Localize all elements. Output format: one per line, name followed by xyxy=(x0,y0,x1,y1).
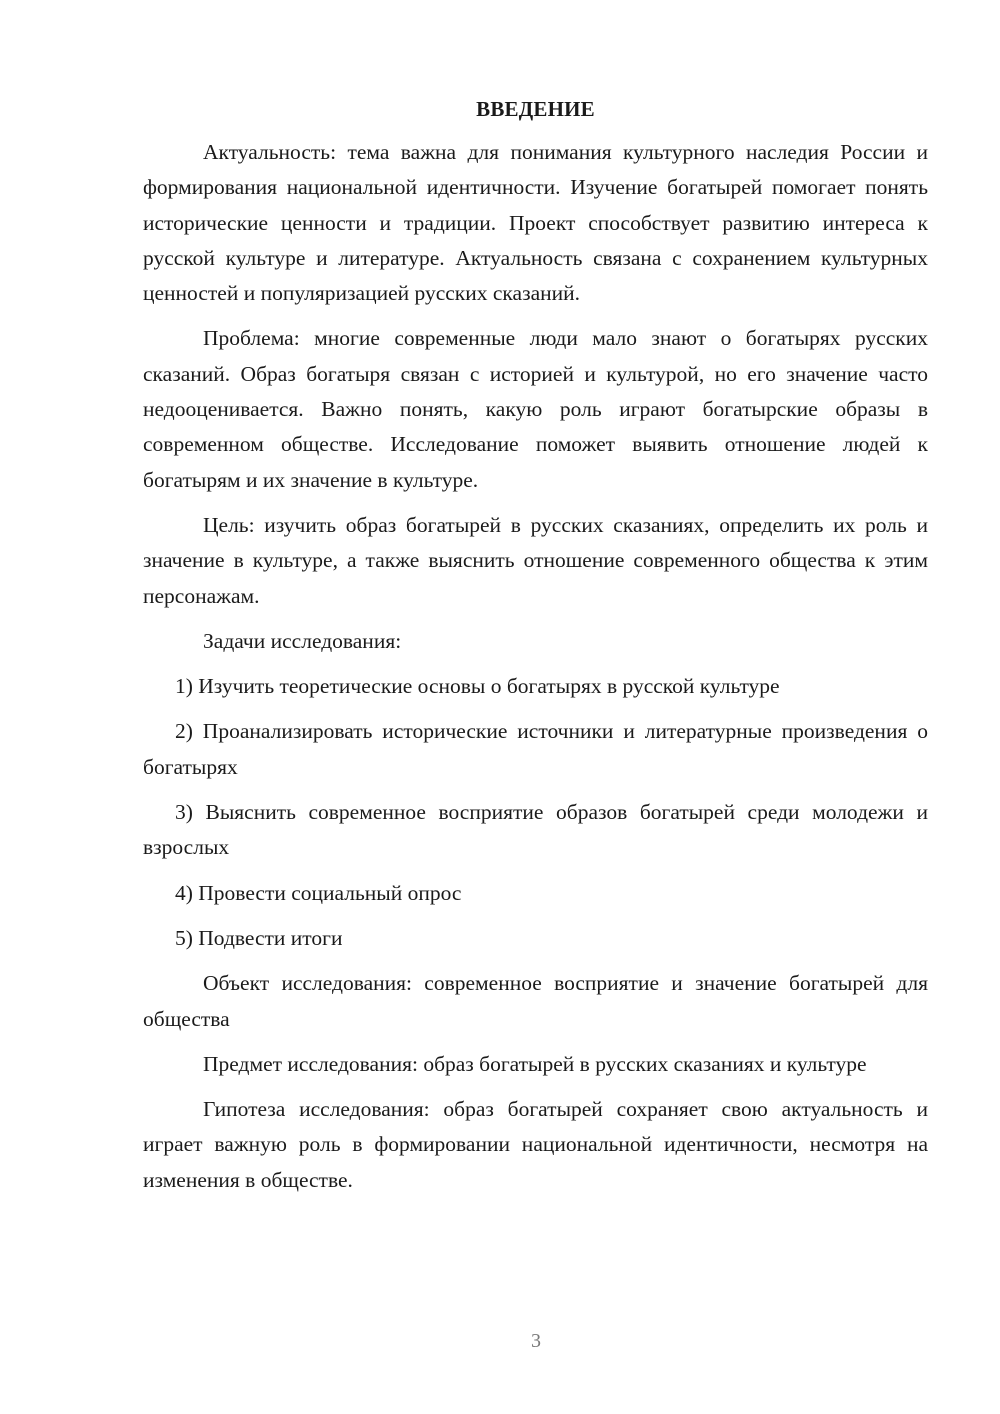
section-title: ВВЕДЕНИЕ xyxy=(476,97,595,121)
tasks-heading: Задачи исследования: xyxy=(203,628,402,653)
page-number: 3 xyxy=(531,1330,541,1352)
paragraph-hypothesis: Гипотеза исследования: образ богатырей сохраняет свою актуальность и играет важную роль в формировании национальной идентичности, несмотря на изменения в обществе. xyxy=(143,1097,928,1192)
paragraph-relevance: Актуальность: тема важна для понимания культурного наследия России и формирования национальной идентичности. Изучение богатырей помогает понять исторические ценности и традиции. Проект способствует развитию интереса к русской культуре и литературе. Актуальность связана с сохранением культурных ценностей и популяризацией русских сказаний. xyxy=(143,140,928,306)
task-item-3: 3) Выяснить современное восприятие образов богатырей среди молодежи и взрослых xyxy=(143,800,928,860)
task-item-5: 5) Подвести итоги xyxy=(175,925,343,950)
task-item-1: 1) Изучить теоретические основы о богатырях в русской культуре xyxy=(175,674,780,699)
paragraph-subject: Предмет исследования: образ богатырей в русских сказаниях и культуре xyxy=(203,1051,867,1076)
document-page xyxy=(143,92,928,1208)
task-item-2: 2) Проанализировать исторические источники и литературные произведения о богатырях xyxy=(143,719,928,779)
paragraph-goal: Цель: изучить образ богатырей в русских сказаниях, определить их роль и значение в культуре, а также выяснить отношение современного общества к этим персонажам. xyxy=(143,512,928,608)
paragraph-problem: Проблема: многие современные люди мало знают о богатырях русских сказаний. Образ богатыря связан с историей и культурой, но его значение часто недооценивается. Важно понять, какую роль играют богатырские образы в современном обществе. Исследование поможет выявить отношение людей к богатырям и их значение в культуре. xyxy=(143,326,928,492)
task-item-4: 4) Провести социальный опрос xyxy=(175,880,462,905)
paragraph-object: Объект исследования: современное восприятие и значение богатырей для общества xyxy=(143,971,928,1031)
